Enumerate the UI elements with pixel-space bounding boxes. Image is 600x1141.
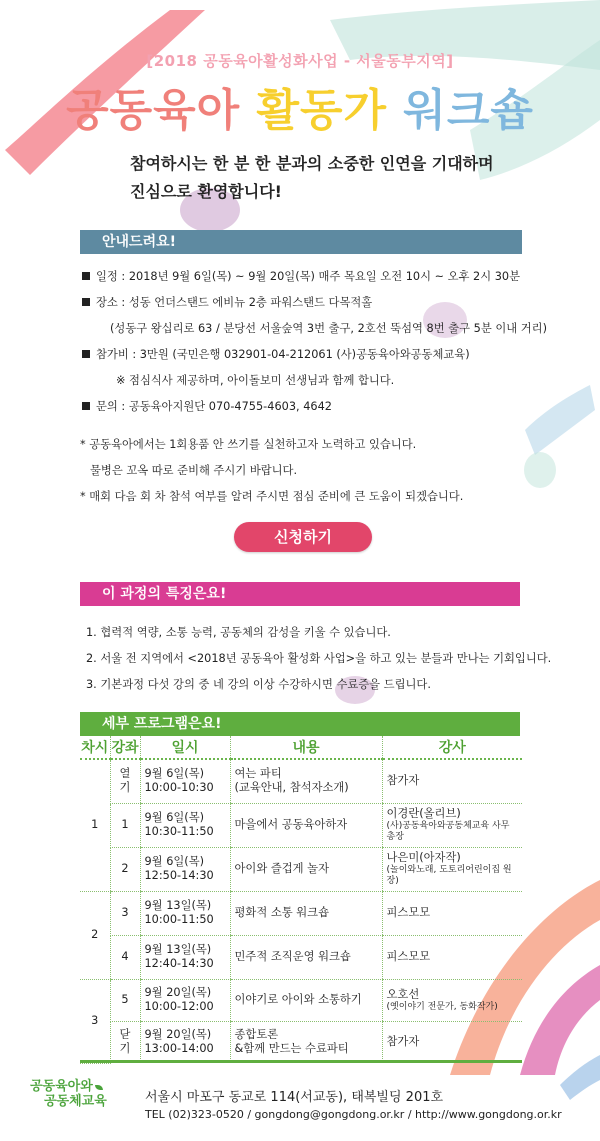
session-number: 2 bbox=[80, 891, 110, 979]
content-title: 종합토론 bbox=[234, 1028, 279, 1042]
square-bullet-icon bbox=[82, 350, 90, 358]
info-contact-text: 문의 : 공동육아지원단 070-4755-4603, 4642 bbox=[96, 400, 332, 413]
guide-heading-bar bbox=[80, 230, 522, 254]
session-time: 10:00-11:50 bbox=[144, 913, 214, 926]
instructor-cell bbox=[382, 847, 522, 891]
note-3: * 매회 다음 회 차 참석 여부를 알려 주시면 점심 준비에 큰 도움이 되겠습니다. bbox=[80, 490, 464, 503]
features-heading-bar bbox=[80, 582, 520, 606]
session-number: 1 bbox=[80, 759, 110, 891]
schedule-cell bbox=[140, 979, 230, 1021]
info-fee bbox=[82, 346, 470, 362]
column-header: 내용 bbox=[230, 736, 382, 759]
content-cell bbox=[230, 935, 382, 979]
event-subtitle: [2018 공동육아활성화사업 - 서울동부지역] bbox=[146, 52, 454, 70]
info-place bbox=[82, 294, 372, 310]
schedule-cell bbox=[140, 935, 230, 979]
page-title bbox=[0, 74, 600, 138]
title-part-1: 공동육아 bbox=[66, 85, 241, 136]
table-row bbox=[80, 1021, 522, 1063]
session-date: 9월 6일(목) bbox=[144, 811, 205, 824]
feature-item-1: 1. 협력적 역량, 소통 능력, 공동체의 감성을 키울 수 있습니다. bbox=[86, 626, 391, 639]
session-time: 10:30-11:50 bbox=[144, 825, 214, 838]
title-part-3: 워크숍 bbox=[403, 85, 534, 136]
session-date: 9월 6일(목) bbox=[144, 855, 205, 868]
footer-contact: TEL (02)323-0520 / gongdong@gongdong.or.kr / http://www.gongdong.or.kr bbox=[145, 1108, 562, 1121]
lecture-number: 5 bbox=[110, 979, 140, 1021]
content-detail: &함께 만드는 수료파티 bbox=[234, 1042, 349, 1056]
table-row bbox=[80, 803, 522, 847]
column-header: 차시 bbox=[80, 736, 110, 759]
square-bullet-icon bbox=[82, 272, 90, 280]
info-date bbox=[82, 268, 520, 284]
column-header: 일시 bbox=[140, 736, 230, 759]
table-bottom-line bbox=[80, 1060, 522, 1063]
table-row bbox=[80, 891, 522, 935]
table-row bbox=[80, 759, 522, 803]
instructor-name: 이경란(올리브) bbox=[386, 807, 461, 820]
intro-message bbox=[130, 150, 494, 206]
content-cell bbox=[230, 759, 382, 803]
lecture-number: 2 bbox=[110, 847, 140, 891]
lecture-number: 3 bbox=[110, 891, 140, 935]
square-bullet-icon bbox=[82, 402, 90, 410]
content-title: 아이와 즐겁게 놀자 bbox=[234, 862, 329, 875]
session-date: 9월 6일(목) bbox=[144, 767, 205, 781]
instructor-cell bbox=[382, 979, 522, 1021]
session-date: 9월 13일(목) bbox=[144, 943, 212, 956]
session-date: 9월 20일(목) bbox=[144, 1028, 212, 1042]
table-row bbox=[80, 979, 522, 1021]
square-bullet-icon bbox=[82, 298, 90, 306]
content-title: 민주적 조직운영 워크숍 bbox=[234, 950, 351, 963]
info-contact bbox=[82, 398, 332, 414]
content-cell bbox=[230, 979, 382, 1021]
feature-item-2: 2. 서울 전 지역에서 <2018년 공동육아 활성화 사업>을 하고 있는 분들과 만나는 기회입니다. bbox=[86, 652, 552, 665]
program-heading-bar bbox=[80, 712, 520, 736]
table-row bbox=[80, 847, 522, 891]
session-time: 12:40-14:30 bbox=[144, 957, 214, 970]
instructor-note: (옛이야기 전문가, 동화작가) bbox=[386, 1001, 498, 1012]
footer-address: 서울시 마포구 동교로 114(서교동), 태복빌딩 201호 bbox=[145, 1090, 444, 1105]
instructor-note: (사)공동육아와공동체교육 사무총장 bbox=[386, 821, 510, 842]
session-date: 9월 13일(목) bbox=[144, 899, 212, 912]
session-time: 10:00-12:00 bbox=[144, 1000, 214, 1013]
apply-button[interactable]: 신청하기 bbox=[234, 522, 372, 552]
schedule-cell bbox=[140, 1021, 230, 1063]
lecture-number: 1 bbox=[110, 803, 140, 847]
lecture-number: 4 bbox=[110, 935, 140, 979]
guide-heading: 안내드려요! bbox=[102, 234, 177, 250]
schedule-cell bbox=[140, 803, 230, 847]
intro-line-1: 참여하시는 한 분 한 분과의 소중한 인연을 기대하며 bbox=[130, 154, 494, 173]
info-date-text: 일정 : 2018년 9월 6일(목) ~ 9월 20일(목) 매주 목요일 오전 10시 ~ 오후 2시 30분 bbox=[96, 270, 521, 283]
content-cell bbox=[230, 847, 382, 891]
column-header: 강사 bbox=[382, 736, 522, 759]
schedule-cell bbox=[140, 891, 230, 935]
instructor-name: 피스모모 bbox=[386, 950, 431, 963]
note-1: * 공동육아에서는 1회용품 안 쓰기를 실천하고자 노력하고 있습니다. bbox=[80, 438, 417, 451]
info-fee-note: ※ 점심식사 제공하며, 아이돌보미 선생님과 함께 합니다. bbox=[116, 374, 395, 387]
session-time: 12:50-14:30 bbox=[144, 869, 214, 882]
instructor-name: 참가자 bbox=[386, 1035, 420, 1049]
title-part-2: 활동가 bbox=[256, 85, 387, 136]
table-header-row bbox=[80, 736, 522, 759]
instructor-cell bbox=[382, 935, 522, 979]
content-title: 이야기로 아이와 소통하기 bbox=[234, 993, 362, 1006]
instructor-cell bbox=[382, 803, 522, 847]
content-title: 마을에서 공동육아하자 bbox=[234, 818, 348, 831]
leaf-icon bbox=[95, 1085, 103, 1090]
instructor-cell bbox=[382, 1021, 522, 1063]
lecture-number: 열기 bbox=[110, 759, 140, 803]
info-place-detail: (성동구 왕십리로 63 / 분당선 서울숲역 3번 출구, 2호선 뚝섬역 8번 출구 5분 이내 거리) bbox=[110, 322, 547, 335]
instructor-name: 참가자 bbox=[386, 774, 420, 788]
content-cell bbox=[230, 803, 382, 847]
lecture-number: 닫기 bbox=[110, 1021, 140, 1063]
logo-line-2: 공동체교육 bbox=[44, 1094, 107, 1109]
session-number: 3 bbox=[80, 979, 110, 1063]
instructor-name: 피스모모 bbox=[386, 906, 431, 919]
program-table bbox=[80, 736, 522, 1064]
logo-text-1: 공동육아와 bbox=[30, 1079, 93, 1094]
logo-line-1 bbox=[30, 1079, 130, 1094]
table-row bbox=[80, 935, 522, 979]
info-place-text: 장소 : 성동 언더스탠드 에비뉴 2층 파워스탠드 다목적홀 bbox=[96, 296, 373, 309]
schedule-cell bbox=[140, 759, 230, 803]
features-heading: 이 과정의 특징은요! bbox=[102, 586, 227, 602]
content-cell bbox=[230, 1021, 382, 1063]
schedule-cell bbox=[140, 847, 230, 891]
instructor-name: 나은미(아자작) bbox=[386, 851, 461, 864]
content-detail: (교육안내, 참석자소개) bbox=[234, 781, 349, 795]
content-cell bbox=[230, 891, 382, 935]
session-time: 10:00-10:30 bbox=[144, 781, 214, 795]
organization-logo bbox=[30, 1079, 130, 1109]
instructor-name: 오호선 bbox=[386, 987, 420, 1001]
column-header: 강좌 bbox=[110, 736, 140, 759]
note-2: 물병은 꼬옥 따로 준비해 주시기 바랍니다. bbox=[90, 464, 298, 477]
session-date: 9월 20일(목) bbox=[144, 986, 212, 999]
instructor-cell bbox=[382, 759, 522, 803]
instructor-note: (놀이와노래, 도토리어린이집 원장) bbox=[386, 865, 512, 886]
info-fee-text: 참가비 : 3만원 (국민은행 032901-04-212061 (사)공동육아와공동체교육) bbox=[96, 348, 470, 361]
session-time: 13:00-14:00 bbox=[144, 1042, 214, 1056]
feature-item-3: 3. 기본과정 다섯 강의 중 네 강의 이상 수강하시면 수료증을 드립니다. bbox=[86, 678, 431, 691]
instructor-cell bbox=[382, 891, 522, 935]
content-title: 여는 파티 bbox=[234, 767, 282, 781]
program-heading: 세부 프로그램은요! bbox=[102, 716, 222, 732]
content-title: 평화적 소통 워크숍 bbox=[234, 906, 329, 919]
intro-line-2: 진심으로 환영합니다! bbox=[130, 182, 282, 201]
